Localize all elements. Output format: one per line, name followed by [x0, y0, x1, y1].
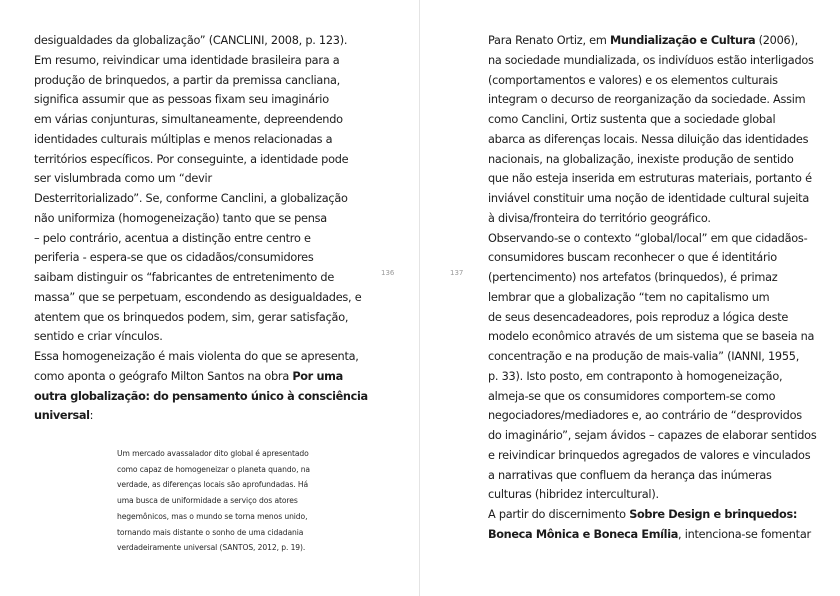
text-run: desigualdades da globalização” (CANCLINI, 2008, p. 123). — [34, 34, 348, 47]
text-run: saibam distinguir os “fabricantes de entretenimento de — [34, 271, 335, 284]
text-run: (pertencimento) nos artefatos (brinquedos), é primaz — [488, 271, 778, 284]
quote-line: hegemônicos, mas o mundo se torna menos unido, — [117, 511, 308, 521]
text-line — [34, 192, 348, 206]
text-run: negociadores/mediadores e, ao contrário de “desprovidos — [488, 409, 802, 423]
text-run: não uniformiza (homogeneização) tanto que se pensa — [34, 211, 327, 225]
text-line — [488, 449, 810, 463]
text-run: concentração e na produção de mais-valia” (IANNI, 1955, — [488, 350, 800, 363]
page-gutter — [419, 0, 420, 596]
text-line — [34, 409, 93, 423]
text-run: que não esteja inserida em estruturas materiais, portanto é — [488, 172, 812, 186]
text-run: como Canclini, Ortiz sustenta que a sociedade global — [488, 113, 776, 126]
text-run: a narrativas que confluem da herança das inúmeras — [488, 468, 772, 482]
text-run: produção de brinquedos, a partir da premissa cancliana, — [34, 73, 341, 87]
text-line — [488, 192, 809, 206]
text-run: Observando-se o contexto “global/local” em que cidadãos- — [488, 231, 808, 245]
text-line — [488, 251, 777, 265]
text-run: sentido e criar vínculos. — [34, 330, 163, 344]
text-line — [488, 113, 775, 127]
text-run: do imaginário”, sejam ávidos – capazes de elaborar sentidos — [488, 429, 817, 442]
text-run: abarca as diferenças locais. Nessa diluição das identidades — [488, 132, 809, 146]
text-line — [34, 153, 348, 167]
text-run: e reivindicar brinquedos agregados de valores e vinculados — [488, 448, 811, 462]
text-line — [488, 311, 788, 325]
text-run: ser vislumbrada como um “devir — [34, 172, 212, 186]
text-line — [488, 133, 808, 147]
text-line — [34, 390, 368, 404]
text-run: massa” que se perpetuam, escondendo as desigualdades, e — [34, 290, 362, 304]
text-line — [34, 271, 334, 285]
text-line — [488, 291, 769, 305]
quote-line: uma busca de uniformidade a serviço dos atores — [117, 496, 298, 506]
text-run: (2006), — [755, 34, 798, 47]
text-line — [488, 54, 814, 68]
text-line — [34, 54, 339, 68]
text-line — [34, 232, 311, 246]
text-line — [34, 291, 361, 305]
text-line — [488, 34, 798, 48]
text-run: A partir do discernimento — [488, 508, 630, 521]
text-line — [488, 212, 711, 226]
text-run: – pelo contrário, acentua a distinção entre centro e — [34, 231, 311, 245]
text-line — [34, 113, 343, 127]
text-run: almeja-se que os consumidores comportem-se como — [488, 389, 776, 403]
text-run: Desterritorializado”. Se, conforme Canclini, a globalização — [34, 192, 348, 205]
text-line — [488, 508, 797, 522]
bold-title-run: Por uma — [292, 369, 343, 383]
text-line — [488, 528, 811, 542]
text-run: nacionais, na globalização, inexiste produção de sentido — [488, 152, 794, 166]
text-line — [488, 74, 778, 88]
bold-title-run: Mundialização e Cultura — [609, 34, 756, 47]
text-run: culturas (hibridez intercultural). — [488, 488, 659, 502]
text-line — [488, 390, 775, 404]
text-run: atentem que os brinquedos podem, sim, gerar satisfação, — [34, 310, 349, 324]
left-page-number: 136 — [381, 269, 395, 277]
text-line — [34, 370, 343, 384]
text-run: identidades culturais múltiplas e menos relacionadas a — [34, 132, 333, 146]
text-line — [34, 74, 340, 88]
quote-line: como capaz de homogeneizar o planeta quando, na — [117, 464, 310, 474]
text-run: : — [89, 409, 94, 423]
text-run: p. 33). Isto posto, em contraponto à homogeneização, — [488, 369, 783, 383]
quote-line: Um mercado avassalador dito global é apresentado — [117, 449, 309, 458]
text-run: consumidores buscam reconhecer o que é identitário — [488, 251, 777, 265]
text-line — [488, 469, 772, 483]
text-run: à divisa/fronteira do território geográfico. — [488, 211, 711, 225]
text-run: modelo econômico através de um sistema que se baseia na — [488, 330, 815, 344]
text-run: periferia - espera-se que os cidadãos/consumidores — [34, 251, 314, 265]
quote-line: tornando mais distante o sonho de uma cidadania — [117, 527, 304, 537]
text-run: (comportamentos e valores) e os elementos culturais — [488, 73, 778, 87]
text-line — [488, 370, 782, 384]
quote-line: verdade, as diferenças locais são aprofundadas. Há — [117, 480, 309, 490]
text-line — [34, 311, 348, 325]
text-line — [488, 172, 812, 186]
text-run: integram o decurso de reorganização da sociedade. Assim — [488, 93, 806, 107]
text-line — [488, 429, 816, 443]
text-line — [488, 488, 659, 502]
text-run: lembrar que a globalização “tem no capitalismo um — [488, 290, 770, 304]
text-run: em várias conjunturas, simultaneamente, depreendendo — [34, 113, 343, 126]
right-page-number: 137 — [450, 269, 464, 277]
text-run: Essa homogeneização é mais violenta do que se apresenta, — [34, 350, 359, 363]
text-run: Em resumo, reivindicar uma identidade brasileira para a — [34, 53, 340, 67]
text-line — [488, 330, 814, 344]
text-run: na sociedade mundializada, os indivíduos estão interligados — [488, 53, 814, 67]
text-line — [34, 172, 212, 186]
text-line — [34, 330, 163, 344]
text-run: , intenciona-se fomentar — [678, 527, 811, 541]
quote-line: verdadeiramente universal (SANTOS, 2012, p. 19). — [117, 543, 306, 553]
text-run: territórios específicos. Por conseguinte, a identidade pode — [34, 152, 349, 166]
text-line — [34, 93, 329, 107]
text-run: como aponta o geógrafo Milton Santos na obra — [34, 369, 293, 383]
text-line — [488, 232, 807, 246]
bold-title-run: Sobre Design e brinquedos: — [629, 508, 797, 521]
bold-title-run: universal — [34, 409, 90, 423]
text-line — [488, 409, 802, 423]
text-run: significa assumir que as pessoas fixam seu imaginário — [34, 93, 329, 107]
text-line — [34, 350, 359, 364]
text-line — [488, 271, 777, 285]
text-line — [488, 350, 799, 364]
bold-title-run: outra globalização: do pensamento único à consciência — [34, 389, 368, 403]
text-line — [488, 93, 805, 107]
text-line — [34, 251, 314, 265]
text-run: inviável constituir uma noção de identidade cultural sujeita — [488, 192, 810, 205]
text-line — [488, 153, 794, 167]
bold-title-run: Boneca Mônica e Boneca Emília — [488, 527, 679, 541]
text-line — [34, 212, 327, 226]
text-run: de seus desencadeadores, pois reproduz a lógica deste — [488, 310, 789, 324]
text-line — [34, 34, 347, 48]
text-line — [34, 133, 332, 147]
text-run: Para Renato Ortiz, em — [488, 34, 610, 47]
